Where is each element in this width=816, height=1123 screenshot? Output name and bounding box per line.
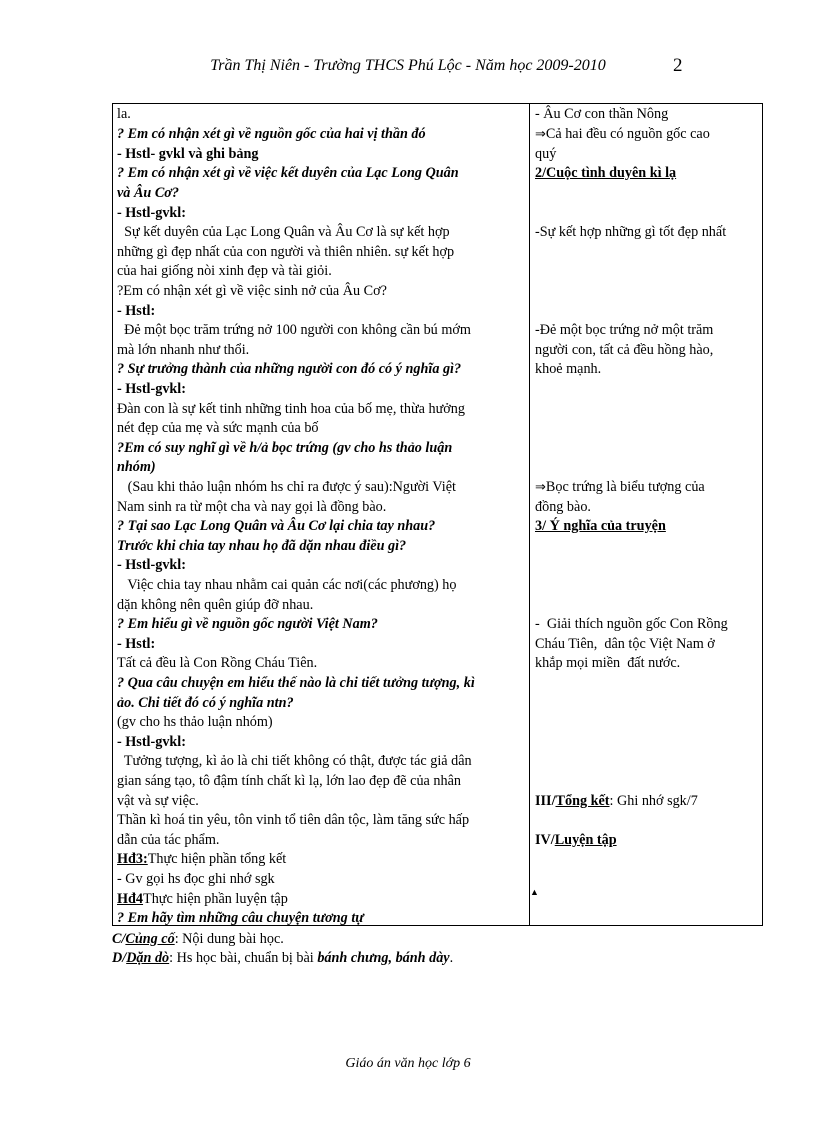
right-line: - Giải thích nguồn gốc Con Rồng [535, 616, 728, 632]
question: ? Em hãy tìm những câu chuyện tương tự [117, 910, 364, 926]
right-line: ⇒Cả hai đều có nguồn gốc cao [535, 126, 710, 142]
triangle-icon: ▲ [530, 887, 539, 897]
homework-line: D/Dặn dò: Hs học bài, chuẩn bị bài bánh chưng, bánh dày. [112, 950, 454, 966]
left-line: (Sau khi thảo luận nhóm hs chỉ ra được ý sau):Người Việt [117, 479, 456, 495]
left-line: (gv cho hs thảo luận nhóm) [117, 714, 273, 730]
question: ? Qua câu chuyện em hiểu thế nào là chi tiết tưởng tượng, kì [117, 675, 475, 691]
question: ?Em có nhận xét gì về việc sinh nở của Âu Cơ? [117, 283, 387, 299]
answer-label: - Hstl- gvkl và ghi bảng [117, 146, 259, 162]
question: ?Em có suy nghĩ gì về h/ả bọc trứng (gv cho hs thảo luận [117, 440, 453, 456]
activity-line: Hđ4Thực hiện phần luyện tập [117, 891, 288, 907]
page-header: Trần Thị Niên - Trường THCS Phú Lộc - Năm học 2009-2010 [210, 57, 606, 74]
section-heading: III/Tổng kết: Ghi nhớ sgk/7 [535, 793, 698, 809]
question: ? Sự trưởng thành của những người con đó có ý nghĩa gì? [117, 361, 462, 377]
right-line: -Sự kết hợp những gì tốt đẹp nhất [535, 224, 727, 240]
answer-label: - Hstl: [117, 636, 156, 652]
left-line: mà lớn nhanh như thổi. [117, 342, 250, 358]
left-line: dặn không nên quên giúp đỡ nhau. [117, 597, 314, 613]
answer-label: - Hstl-gvkl: [117, 205, 186, 221]
left-line: Việc chia tay nhau nhằm cai quản các nơi(các phương) họ [117, 577, 457, 593]
question: ? Em có nhận xét gì về việc kết duyên của Lạc Long Quân [117, 165, 459, 181]
left-line: Đẻ một bọc trăm trứng nở 100 người con không cần bú mớm [117, 322, 471, 338]
left-line: Tất cả đều là Con Rồng Cháu Tiên. [117, 655, 318, 671]
right-line: - Âu Cơ con thần Nông [535, 106, 669, 122]
page-footer: Giáo án văn học lớp 6 [345, 1056, 471, 1071]
activity-line: Hđ3:Thực hiện phần tổng kết [117, 851, 287, 867]
left-line: gian sáng tạo, tô đậm tính chất kì lạ, lớn lao đẹp đẽ của nhân [117, 773, 461, 789]
left-line: vật và sự việc. [117, 793, 199, 809]
question: và Âu Cơ? [117, 185, 180, 201]
answer-label: - Hstl-gvkl: [117, 381, 186, 397]
question: ảo. Chi tiết đó có ý nghĩa ntn? [117, 695, 294, 711]
left-line: Nam sinh ra từ một cha và nay gọi là đồng bào. [117, 499, 387, 515]
left-line: những gì đẹp nhất của con người và thiên nhiên. sự kết hợp [117, 244, 455, 260]
left-line: - Gv gọi hs đọc ghi nhớ sgk [117, 871, 275, 887]
page-number: 2 [673, 55, 683, 76]
activity-label: Hđ3: [117, 851, 148, 867]
left-line: Thần kì hoá tin yêu, tôn vinh tổ tiên dân tộc, làm tăng sức hấp [117, 812, 470, 828]
activity-label: Hđ4 [117, 891, 144, 907]
left-line: nét đẹp của mẹ và sức mạnh của bố [117, 420, 319, 436]
answer-label: - Hstl-gvkl: [117, 557, 186, 573]
left-line: dẫn của tác phẩm. [117, 832, 220, 848]
right-line: -Đẻ một bọc trứng nở một trăm [535, 322, 714, 338]
right-line: Cháu Tiên, dân tộc Việt Nam ở [535, 636, 715, 652]
question: Trước khi chia tay nhau họ đã dặn nhau điều gì? [117, 538, 407, 554]
right-line: khắp mọi miền đất nước. [535, 655, 681, 671]
question: ? Em hiểu gì về nguồn gốc người Việt Nam? [117, 616, 378, 632]
question: ? Tại sao Lạc Long Quân và Âu Cơ lại chia tay nhau? [117, 518, 436, 534]
right-line: ⇒Bọc trứng là biểu tượng của [535, 479, 705, 495]
question: ? Em có nhận xét gì về nguồn gốc của hai vị thần đó [117, 126, 426, 142]
consolidation-line: C/Củng cố: Nội dung bài học. [112, 931, 284, 947]
right-line: quý [535, 146, 557, 162]
answer-label: - Hstl: [117, 303, 156, 319]
arrow-icon: ⇒ [535, 127, 546, 142]
right-line: đồng bào. [535, 499, 591, 515]
section-heading: 2/Cuộc tình duyên kì lạ [535, 165, 677, 181]
left-line: của hai giống nòi xinh đẹp và tài giỏi. [117, 263, 332, 279]
left-line: Tưởng tượng, kì ảo là chi tiết không có thật, được tác giả dân [117, 753, 472, 769]
right-line: khoẻ mạnh. [535, 361, 602, 377]
column-divider [529, 104, 530, 925]
section-heading: IV/Luyện tập [535, 832, 617, 848]
arrow-icon: ⇒ [535, 480, 546, 495]
section-heading: 3/ Ý nghĩa của truyện [535, 518, 666, 534]
left-line: la. [117, 106, 131, 122]
left-line: Đàn con là sự kết tinh những tinh hoa của bố mẹ, thừa hưởng [117, 401, 465, 417]
left-line: Sự kết duyên của Lạc Long Quân và Âu Cơ là sự kết hợp [117, 224, 450, 240]
question: nhóm) [117, 459, 156, 475]
answer-label: - Hstl-gvkl: [117, 734, 186, 750]
right-line: người con, tất cả đều hồng hào, [535, 342, 714, 358]
